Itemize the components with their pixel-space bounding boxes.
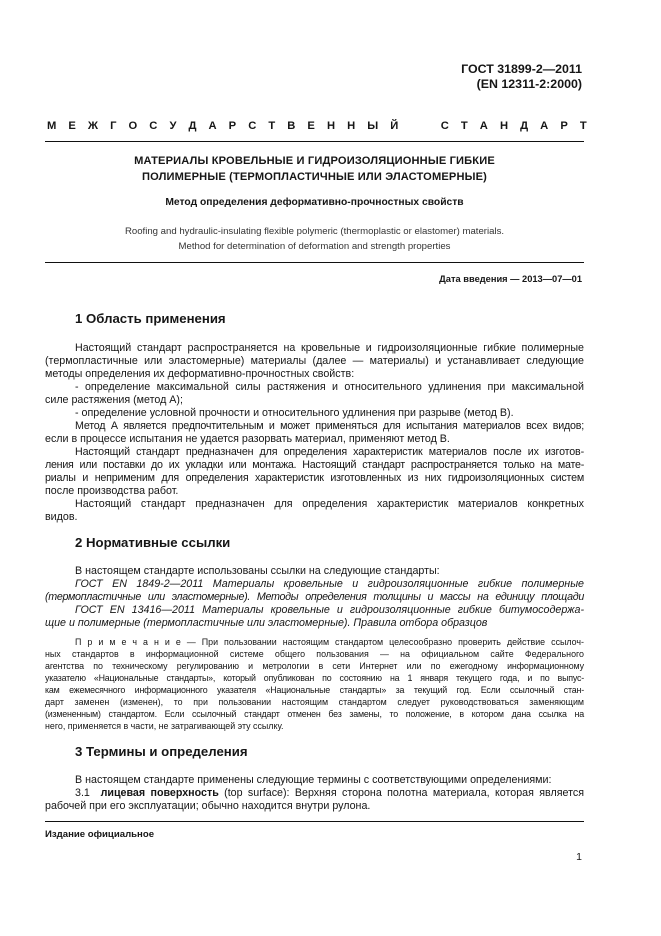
note-line: (измененным) стандартом. Если ссылочный стандарт отменен без замены, то положение, в котором дана ссылка на	[45, 709, 584, 719]
normative-reference-cont: щие и полимерные (термопластичные или эластомерные). Правила отбора образцов	[45, 617, 488, 629]
banner-letter: Г	[110, 120, 117, 132]
s1-paragraph-line: если в процессе испытания не удается разорвать материал, применяют метод В.	[45, 433, 450, 445]
note-line: ных стандартов в информационной системе общего пользования — на официальном сайте Федерального	[45, 649, 584, 659]
official-edition-label: Издание официальное	[45, 829, 155, 840]
s1-paragraph-line: Настоящий стандарт распространяется на кровельные и гидроизоляционные гибкие полимерные	[75, 342, 584, 354]
banner-letter: С	[149, 120, 158, 132]
s1-paragraph-line: видов.	[45, 511, 78, 523]
banner-letter: Т	[460, 120, 468, 132]
note-line: агентства по техническому регулированию и метрологии в сети Интернет или по ежегодному информационному	[45, 661, 584, 671]
s1-list-item: - определение условной прочности и относительного удлинения при разрыве (метод В).	[75, 407, 514, 419]
note-line: дарт заменен (изменен), то при пользовании настоящим стандартом следует руководствоваться заменяющим	[45, 697, 584, 707]
banner-letter	[426, 120, 429, 132]
s1-paragraph-line: методы определения их деформативно-прочностных свойств:	[45, 368, 355, 380]
banner-letter: Т	[268, 120, 276, 132]
banner-letter	[410, 120, 413, 132]
term-name: лицевая поверхность	[100, 787, 219, 799]
introduction-date: Дата введения — 2013—07—01	[439, 274, 582, 284]
normative-reference: ГОСТ EN 1849-2—2011 Материалы кровельные и гидроизоляционные гибкие полимерные	[75, 578, 584, 590]
page-number: 1	[576, 851, 582, 863]
s1-paragraph-line: (термопластичные или эластомерные) материалы (далее — материалы) и устанавливает следующие	[45, 355, 584, 367]
document-subtitle: Метод определения деформативно-прочностных свойств	[165, 197, 464, 208]
standard-type-banner	[47, 120, 587, 132]
banner-letter: Н	[326, 120, 336, 132]
s1-paragraph-line: после производства работ.	[45, 485, 179, 497]
note-line: кам ежемесячного информационного указателя «Национальные стандарты» за текущий год. Если ссылочный стан-	[45, 685, 584, 695]
divider-bottom	[45, 262, 584, 263]
banner-letter: Р	[560, 120, 568, 132]
section-2-heading: 2 Нормативные ссылки	[75, 535, 231, 550]
term-definition-cont: рабочей при его эксплуатации; обычно находится внутри рулона.	[45, 800, 371, 812]
banner-letter: В	[287, 120, 296, 132]
term-definition-text: (top surface): Верхняя сторона полотна материала, которая является	[218, 787, 584, 799]
banner-letter: Д	[520, 120, 529, 132]
banner-letter: С	[440, 120, 449, 132]
section-3-heading: 3 Термины и определения	[75, 744, 248, 759]
footer-divider	[45, 821, 584, 822]
document-code	[461, 62, 582, 92]
english-title-line1: Roofing and hydraulic-insulating flexible polymeric (thermoplastic or elastomer) materials.	[124, 226, 505, 237]
s2-paragraph: В настоящем стандарте использованы ссылки на следующие стандарты:	[75, 565, 440, 577]
note-line: П р и м е ч а н и е — При пользовании настоящим стандартом целесообразно проверить действие ссылоч-	[75, 637, 584, 647]
s1-paragraph-line: риалы и неприменим для определения характеристик изготовленных из них гидроизоляционных систем	[45, 472, 584, 484]
banner-letter: Й	[390, 120, 399, 132]
s1-list-item-cont: силе растяжения (метод А);	[45, 394, 183, 406]
s3-paragraph: В настоящем стандарте применены следующие термины с соответствующими определениями:	[75, 774, 552, 786]
banner-letter: Н	[499, 120, 509, 132]
banner-letter: А	[479, 120, 488, 132]
s1-paragraph-line: Метод А является предпочтительным и может применяться для испытания материалов всех видов;	[75, 420, 584, 432]
term-number: 3.1	[75, 787, 90, 799]
banner-letter: А	[540, 120, 549, 132]
banner-letter: У	[169, 120, 177, 132]
standard-number: ГОСТ 31899-2—2011	[461, 62, 582, 76]
banner-letter: А	[208, 120, 217, 132]
banner-letter: Е	[307, 120, 315, 132]
note-line: него, применяется в части, не затрагивающей эту ссылку.	[45, 721, 284, 731]
banner-letter: О	[128, 120, 138, 132]
section-1-heading: 1 Область применения	[75, 311, 226, 326]
s1-list-item: - определение максимальной силы растяжения и относительного удлинения при максимальной	[75, 381, 584, 393]
banner-letter: Р	[228, 120, 237, 132]
document-title-line2: ПОЛИМЕРНЫЕ (ТЕРМОПЛАСТИЧНЫЕ ИЛИ ЭЛАСТОМЕРНЫЕ)	[141, 171, 488, 183]
note-line: указателю «Национальные стандарты», который опубликован по состоянию на 1 января текущего года, и по выпус-	[45, 673, 584, 683]
en-equivalent: (EN 12311-2:2000)	[476, 77, 582, 91]
term-definition	[45, 787, 584, 800]
banner-letter: С	[248, 120, 257, 132]
normative-reference: ГОСТ EN 13416—2011 Материалы кровельные и гидроизоляционные гибкие битумосодержа-	[75, 604, 584, 616]
divider-top	[45, 141, 584, 142]
document-title-line1: МАТЕРИАЛЫ КРОВЕЛЬНЫЕ И ГИДРОИЗОЛЯЦИОННЫЕ ГИБКИЕ	[134, 155, 495, 167]
s1-paragraph-line: ления или поставки до их укладки или монтажа. Настоящий стандарт распространяется только на мате-	[45, 459, 584, 471]
banner-letter: М	[47, 120, 57, 132]
banner-letter: Ж	[87, 120, 99, 132]
english-title-line2: Method for determination of deformation and strength properties	[178, 241, 451, 252]
normative-reference-cont: (термопластичные или эластомерные). Методы определения толщины и массы на единицу площади	[45, 591, 584, 603]
banner-letter: Ы	[367, 120, 379, 132]
s1-paragraph-line: Настоящий стандарт предназначен для определения характеристик материалов после их изготов-	[75, 446, 584, 458]
banner-letter: Е	[68, 120, 76, 132]
banner-letter: Т	[579, 120, 587, 132]
banner-letter: Н	[347, 120, 356, 132]
banner-letter: Д	[188, 120, 197, 132]
s1-paragraph-line: Настоящий стандарт предназначен для определения характеристик материалов конкретных	[75, 498, 584, 510]
